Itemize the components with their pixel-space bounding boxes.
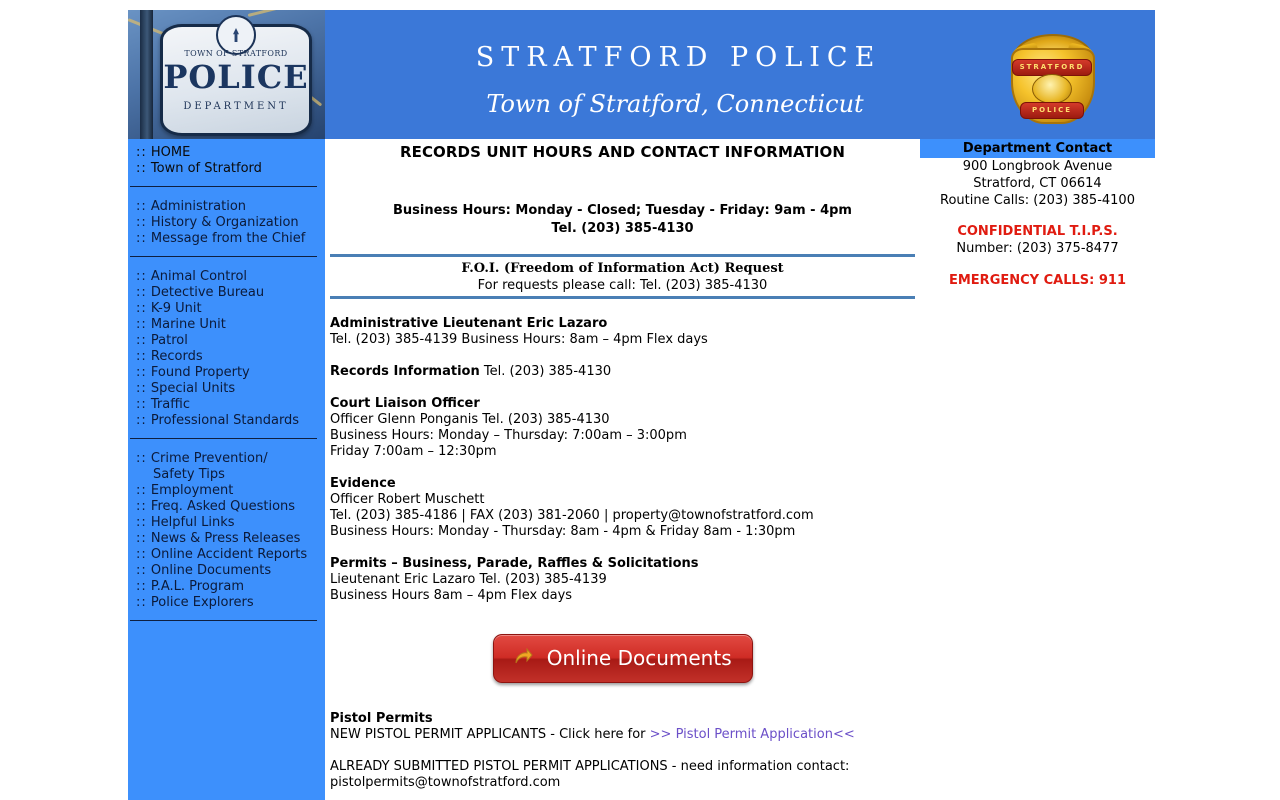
sidebar-item-label: Administration xyxy=(150,199,247,214)
sidebar-item-traffic[interactable] xyxy=(128,397,325,413)
bullet-icon: :: xyxy=(136,381,147,396)
sidebar-item-news-press-releases[interactable] xyxy=(128,531,325,547)
sidebar-item-crime-prevention-safety-tips[interactable] xyxy=(128,451,325,483)
sidebar-item-label: P.A.L. Program xyxy=(150,579,245,594)
section-line: Business Hours: Monday – Thursday: 7:00am – 3:00pm xyxy=(330,428,687,443)
bullet-icon: :: xyxy=(136,483,147,498)
sidebar-item-k9-unit[interactable] xyxy=(128,301,325,317)
bullet-icon: :: xyxy=(136,595,147,610)
nav-group-main xyxy=(128,142,325,177)
bullet-icon: :: xyxy=(136,215,147,230)
sidebar-item-special-units[interactable] xyxy=(128,381,325,397)
sign-police-label: POLICE xyxy=(163,58,309,96)
section-heading: Court Liaison Officer xyxy=(330,396,480,411)
site-header xyxy=(128,10,1155,139)
sign-plate xyxy=(160,24,312,136)
sidebar-item-online-accident-reports[interactable] xyxy=(128,547,325,563)
nav-divider xyxy=(130,256,317,257)
sidebar-item-label: Police Explorers xyxy=(150,595,254,610)
bullet-icon: :: xyxy=(136,499,147,514)
confidential-tips-number: Number: (203) 375-8477 xyxy=(956,241,1119,256)
sidebar-item-label: Message from the Chief xyxy=(150,231,306,246)
business-hours-block xyxy=(330,202,915,238)
section-line: Tel. (203) 385-4139 Business Hours: 8am – 4pm Flex days xyxy=(330,332,708,347)
sidebar-item-label: K-9 Unit xyxy=(150,301,202,316)
bullet-icon: :: xyxy=(136,333,147,348)
sidebar-item-label: Marine Unit xyxy=(150,317,226,332)
bullet-icon: :: xyxy=(136,231,147,246)
site-subtitle: Town of Stratford, Connecticut xyxy=(486,90,864,118)
confidential-tips-heading: CONFIDENTIAL T.I.P.S. xyxy=(957,224,1118,239)
department-contact-header: Department Contact xyxy=(920,139,1155,158)
section-line xyxy=(330,364,915,380)
page-title: RECORDS UNIT HOURS AND CONTACT INFORMATION xyxy=(399,143,846,161)
sidebar-item-label: HOME xyxy=(150,145,191,160)
bullet-icon: :: xyxy=(136,365,147,380)
police-badge-icon xyxy=(1005,32,1097,122)
pistol-new-applicants-text: NEW PISTOL PERMIT APPLICANTS - Click here for xyxy=(330,727,650,742)
sidebar-item-label: Detective Bureau xyxy=(150,285,265,300)
sidebar-item-marine-unit[interactable] xyxy=(128,317,325,333)
sidebar-item-label: Animal Control xyxy=(150,269,248,284)
header-banner xyxy=(325,10,1155,139)
sidebar-item-message-from-the-chief[interactable] xyxy=(128,231,325,247)
sidebar-item-label: Professional Standards xyxy=(150,413,300,428)
address-line-2: Stratford, CT 06614 xyxy=(973,176,1102,191)
sidebar-item-label: History & Organization xyxy=(150,215,299,230)
sidebar-item-employment[interactable] xyxy=(128,483,325,499)
sidebar-item-label: Employment xyxy=(150,483,234,498)
address-line-1: 900 Longbrook Avenue xyxy=(962,159,1113,174)
nav-group-units xyxy=(128,266,325,429)
section-heading: Evidence xyxy=(330,476,396,491)
sidebar-item-label: Crime Prevention/ xyxy=(150,451,268,466)
sidebar-item-label-second-line: Safety Tips xyxy=(153,467,225,482)
bullet-icon: :: xyxy=(136,317,147,332)
contact-section-permits xyxy=(330,556,915,604)
sidebar-item-label: Helpful Links xyxy=(150,515,235,530)
sidebar-item-professional-standards[interactable] xyxy=(128,413,325,429)
sidebar-item-town-of-stratford[interactable] xyxy=(128,161,325,177)
sidebar-item-label: Patrol xyxy=(150,333,188,348)
sidebar-item-label: Online Accident Reports xyxy=(150,547,308,562)
section-line: Officer Robert Muschett xyxy=(330,492,485,507)
sidebar-item-freq-asked-questions[interactable] xyxy=(128,499,325,515)
section-line: Lieutenant Eric Lazaro Tel. (203) 385-4139 xyxy=(330,572,607,587)
section-line: ALREADY SUBMITTED PISTOL PERMIT APPLICATIONS - need information contact: xyxy=(330,759,850,774)
sidebar-item-online-documents[interactable] xyxy=(128,563,325,579)
bullet-icon: :: xyxy=(136,563,147,578)
sidebar-item-patrol[interactable] xyxy=(128,333,325,349)
bullet-icon: :: xyxy=(136,349,147,364)
bullet-icon: :: xyxy=(136,451,147,466)
business-hours-phone: Tel. (203) 385-4130 xyxy=(551,221,694,236)
nav-divider xyxy=(130,186,317,187)
online-documents-button-wrapper xyxy=(330,634,915,683)
section-inline-rest: Tel. (203) 385-4130 xyxy=(479,364,612,379)
left-sidebar-navigation xyxy=(128,139,325,800)
bullet-icon: :: xyxy=(136,199,147,214)
site-title: STRATFORD POLICE xyxy=(475,42,882,73)
sidebar-item-police-explorers[interactable] xyxy=(128,595,325,611)
curved-arrow-icon xyxy=(513,638,533,685)
sidebar-item-label: Town of Stratford xyxy=(150,161,262,176)
bullet-icon: :: xyxy=(136,515,147,530)
foi-title: F.O.I. (Freedom of Information Act) Request xyxy=(461,261,784,276)
section-inline-heading: Records Information xyxy=(330,364,480,379)
sidebar-item-label: Online Documents xyxy=(150,563,272,578)
sidebar-item-label: Traffic xyxy=(150,397,190,412)
sidebar-item-detective-bureau[interactable] xyxy=(128,285,325,301)
foi-subtitle: For requests please call: Tel. (203) 385-4130 xyxy=(477,278,768,293)
online-documents-button-label: Online Documents xyxy=(546,646,732,670)
section-heading: Pistol Permits xyxy=(330,711,433,726)
foi-request-block xyxy=(330,254,915,299)
emergency-calls-notice: EMERGENCY CALLS: 911 xyxy=(948,273,1126,288)
bullet-icon: :: xyxy=(136,531,147,546)
badge-center-seal-icon xyxy=(1032,74,1072,104)
main-content xyxy=(325,139,920,791)
bullet-icon: :: xyxy=(136,161,147,176)
section-heading: Administrative Lieutenant Eric Lazaro xyxy=(330,316,608,331)
section-line: Officer Glenn Ponganis Tel. (203) 385-4130 xyxy=(330,412,610,427)
nav-divider xyxy=(130,438,317,439)
contact-section-administrative-lieutenant xyxy=(330,316,915,348)
bullet-icon: :: xyxy=(136,547,147,562)
contact-section-court-liaison-officer xyxy=(330,396,915,460)
nav-group-administration xyxy=(128,196,325,247)
sidebar-item-label: Records xyxy=(150,349,203,364)
badge-top-ribbon: STRATFORD xyxy=(1012,59,1092,76)
bullet-icon: :: xyxy=(136,413,147,428)
nav-group-community xyxy=(128,448,325,611)
sidebar-item-records[interactable] xyxy=(128,349,325,365)
section-line xyxy=(330,727,915,743)
sidebar-item-pal-program[interactable] xyxy=(128,579,325,595)
bullet-icon: :: xyxy=(136,301,147,316)
bullet-icon: :: xyxy=(136,285,147,300)
bullet-icon: :: xyxy=(136,579,147,594)
sidebar-item-label: News & Press Releases xyxy=(150,531,301,546)
sidebar-item-label: Special Units xyxy=(150,381,236,396)
bullet-icon: :: xyxy=(136,269,147,284)
sidebar-item-label: Freq. Asked Questions xyxy=(150,499,296,514)
body-row xyxy=(128,139,1155,800)
sidebar-item-administration[interactable] xyxy=(128,199,325,215)
section-line: Business Hours: Monday - Thursday: 8am - 4pm & Friday 8am - 1:30pm xyxy=(330,524,796,539)
sidebar-item-found-property[interactable] xyxy=(128,365,325,381)
police-department-sign-photo xyxy=(128,10,325,139)
section-line: Tel. (203) 385-4186 | FAX (203) 381-2060 | property@townofstratford.com xyxy=(330,508,814,523)
sidebar-item-home[interactable] xyxy=(128,145,325,161)
pistol-permit-application-link[interactable]: >> Pistol Permit Application<< xyxy=(649,727,855,742)
online-documents-button[interactable] xyxy=(493,634,753,683)
sidebar-item-helpful-links[interactable] xyxy=(128,515,325,531)
bullet-icon: :: xyxy=(136,145,147,160)
bullet-icon: :: xyxy=(136,397,147,412)
sidebar-item-animal-control[interactable] xyxy=(128,269,325,285)
right-contact-column xyxy=(920,139,1155,289)
nav-divider xyxy=(130,620,317,621)
badge-bottom-ribbon: POLICE xyxy=(1020,102,1084,119)
section-line: pistolpermits@townofstratford.com xyxy=(330,775,561,790)
sign-department-label: DEPARTMENT xyxy=(183,101,289,112)
contact-section-evidence xyxy=(330,476,915,540)
sidebar-item-label: Found Property xyxy=(150,365,250,380)
section-line: Business Hours 8am – 4pm Flex days xyxy=(330,588,573,603)
sign-town-label: TOWN OF STRATFORD xyxy=(184,49,288,58)
page-wrapper xyxy=(128,10,1156,800)
sidebar-item-history-organization[interactable] xyxy=(128,215,325,231)
sign-post xyxy=(140,10,153,139)
contact-section-records-information xyxy=(330,364,915,380)
routine-calls-line: Routine Calls: (203) 385-4100 xyxy=(940,193,1135,208)
section-heading: Permits – Business, Parade, Raffles & Solicitations xyxy=(330,556,699,571)
pistol-permits-section xyxy=(330,711,915,791)
confidential-tips-block xyxy=(920,223,1155,257)
section-line: Friday 7:00am – 12:30pm xyxy=(330,444,497,459)
business-hours-line: Business Hours: Monday - Closed; Tuesday - Friday: 9am - 4pm xyxy=(393,203,852,218)
